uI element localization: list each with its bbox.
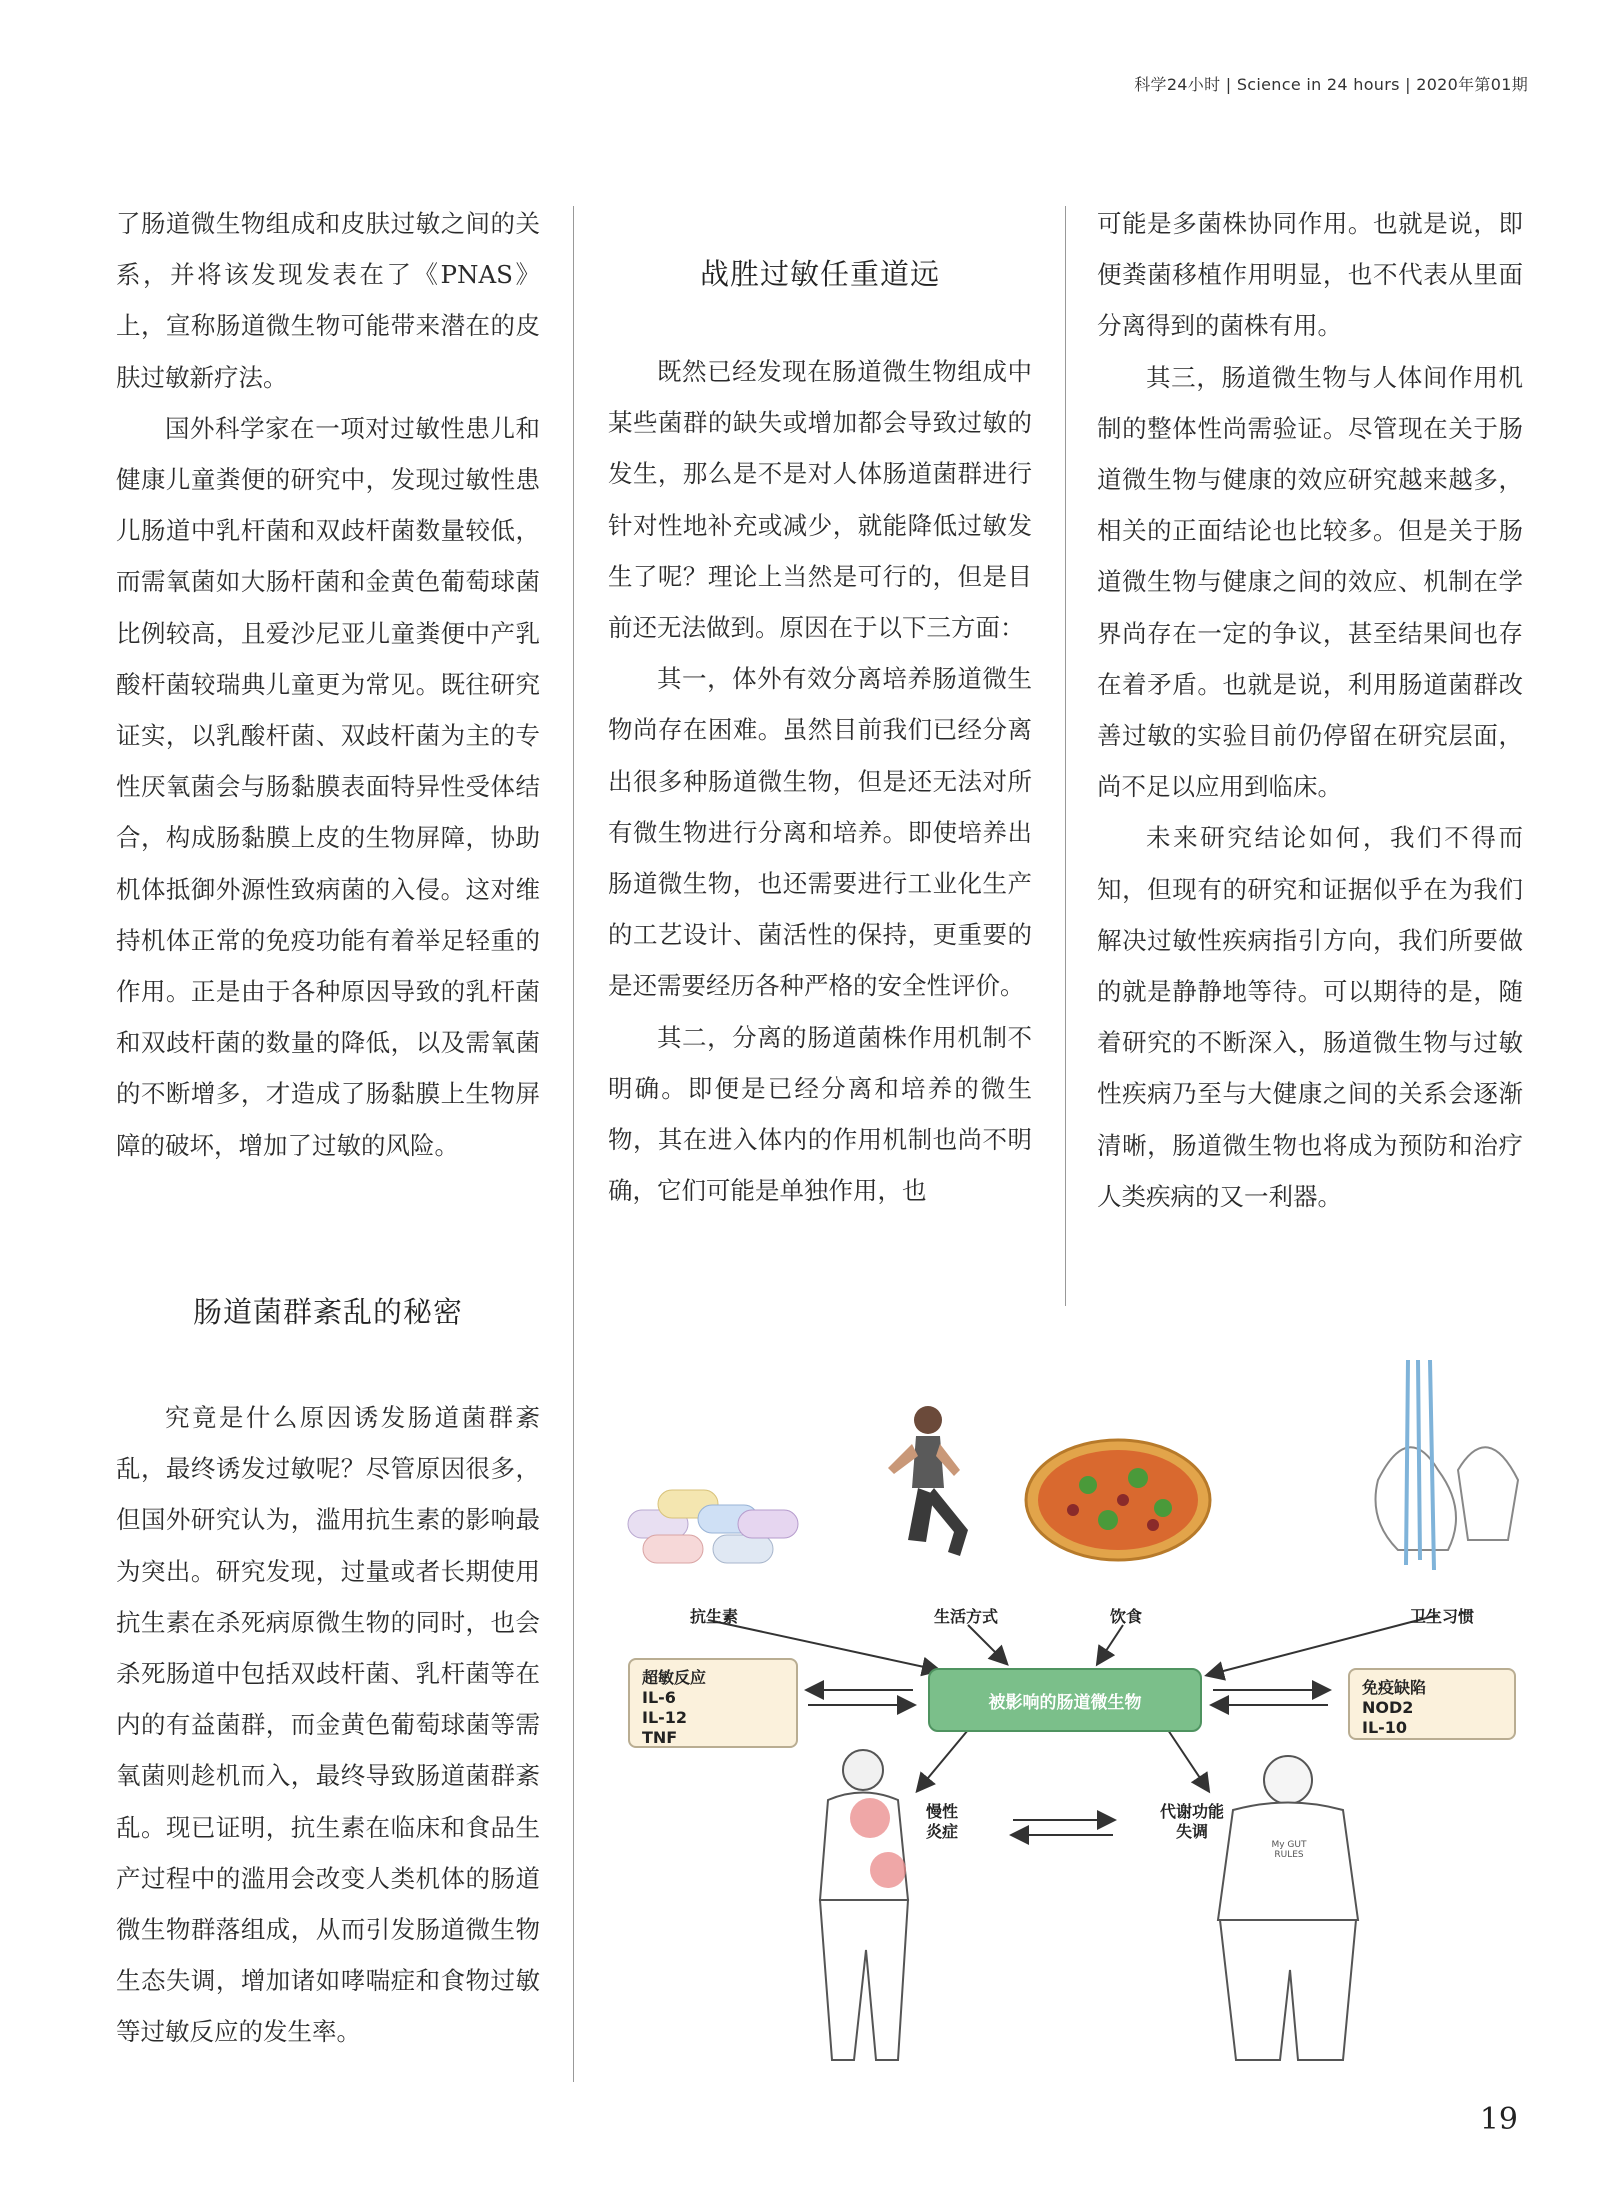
- section-heading-gut-flora: 肠道菌群紊乱的秘密: [192, 1295, 463, 1329]
- shirt-text: My GUT RULES: [1271, 1840, 1307, 1860]
- label-line: 失调: [1176, 1822, 1209, 1841]
- page-number: 19: [1479, 2102, 1518, 2137]
- box-line: IL-12: [642, 1708, 688, 1727]
- label-line: 代谢功能: [1160, 1802, 1225, 1821]
- box-line: IL-10: [1362, 1718, 1408, 1737]
- box-line: IL-6: [642, 1688, 676, 1707]
- paragraph: 国外科学家在一项对过敏性患儿和健康儿童粪便的研究中，发现过敏性患儿肠道中乳杆菌和双歧杆菌数量较低，而需氧菌如大肠杆菌和金黄色葡萄球菌比例较高，且爱沙尼亚儿童粪便中产乳酸杆菌较瑞典儿童更为常见。既往研究证实，以乳酸杆菌、双歧杆菌为主的专性厌氧菌会与肠黏膜表面特异性受体结合，构成肠黏膜上皮的生物屏障，协助机体抵御外源性致病菌的入侵。这对维持机体正常的免疫功能有着举足轻重的作用。正是由于各种原因导致的乳杆菌和双歧杆菌的数量的降低，以及需氧菌的不断增多，才造成了肠黏膜上生物屏障的破坏，增加了过敏的风险。: [116, 413, 540, 1160]
- pizza-icon: [1026, 1440, 1210, 1560]
- gut-microbiome-figure: [608, 1360, 1538, 2080]
- back-pain-person-icon: [820, 1750, 908, 2060]
- column-1: [116, 198, 540, 1171]
- column-divider: [573, 206, 574, 2082]
- paragraph: 其三，肠道微生物与人体间作用机制的整体性尚需验证。尽管现在关于肠道微生物与健康的效应研究越来越多，相关的正面结论也比较多。但是关于肠道微生物与健康之间的效应、机制在学界尚存在一定的争议，甚至结果间也存在着矛盾。也就是说，利用肠道菌群改善过敏的实验目前仍停留在研究层面，尚不足以应用到临床。: [1097, 362, 1523, 802]
- hand-washing-icon: [1376, 1360, 1519, 1570]
- column-1-lower: [116, 1392, 540, 2058]
- column-divider: [1065, 206, 1066, 1306]
- label-lifestyle: 生活方式: [934, 1607, 999, 1626]
- paragraph: 可能是多菌株协同作用。也就是说，即便粪菌移植作用明显，也不代表从里面分离得到的菌株有用。: [1097, 209, 1523, 341]
- immunodeficiency-box: [1348, 1668, 1516, 1740]
- paragraph: 其二，分离的肠道菌株作用机制不明确。即便是已经分离和培养的微生物，其在进入体内的作用机制也尚不明确，它们可能是单独作用，也: [608, 1022, 1032, 1206]
- paragraph: 了肠道微生物组成和皮肤过敏之间的关系，并将该发现发表在了《PNAS》上，宣称肠道微生物可能带来潜在的皮肤过敏新疗法。: [116, 209, 540, 392]
- column-2: [608, 346, 1032, 1216]
- section-heading-overcoming-allergy: 战胜过敏任重道远: [699, 257, 940, 291]
- column-3: [1097, 198, 1523, 1222]
- paragraph: 既然已经发现在肠道微生物组成中某些菌群的缺失或增加都会导致过敏的发生，那么是不是对人体肠道菌群进行针对性地补充或减少，就能降低过敏发生了呢？理论上当然是可行的，但是目前还无法做到。原因在于以下三方面：: [608, 357, 1032, 643]
- affected-microbiota-box: 被影响的肠道微生物: [928, 1668, 1202, 1732]
- label-antibiotics: 抗生素: [690, 1607, 739, 1626]
- overweight-person-icon: [1218, 1756, 1358, 2060]
- label-metabolic-dysfunction: [1160, 1802, 1224, 1842]
- running-header: 科学24小时 | Science in 24 hours | 2020年第01期: [1134, 75, 1528, 94]
- label-diet: 饮食: [1110, 1607, 1143, 1626]
- box-line: NOD2: [1362, 1698, 1414, 1717]
- hypersensitivity-box: [628, 1658, 798, 1748]
- paragraph: 究竟是什么原因诱发肠道菌群紊乱，最终诱发过敏呢？尽管原因很多，但国外研究认为，滥用抗生素的影响最为突出。研究发现，过量或者长期使用抗生素在杀死病原微生物的同时，也会杀死肠道中包括双歧杆菌、乳杆菌等在内的有益菌群，而金黄色葡萄球菌等需氧菌则趁机而入，最终导致肠道菌群紊乱。现已证明，抗生素在临床和食品生产过程中的滥用会改变人类机体的肠道微生物群落组成，从而引发肠道微生物生态失调，增加诸如哮喘症和食物过敏等过敏反应的发生率。: [116, 1403, 540, 2047]
- box-line: TNF: [642, 1728, 678, 1747]
- box-line: 免疫缺陷: [1362, 1678, 1427, 1697]
- box-line: 超敏反应: [642, 1668, 707, 1687]
- pills-icon: [628, 1490, 798, 1563]
- runner-icon: [888, 1406, 968, 1556]
- paragraph: 未来研究结论如何，我们不得而知，但现有的研究和证据似乎在为我们解决过敏性疾病指引方向，我们所要做的就是静静地等待。可以期待的是，随着研究的不断深入，肠道微生物与过敏性疾病乃至与大健康之间的关系会逐渐清晰，肠道微生物也将成为预防和治疗人类疾病的又一利器。: [1097, 823, 1523, 1211]
- label-line: 炎症: [926, 1822, 959, 1841]
- paragraph: 其一，体外有效分离培养肠道微生物尚存在困难。虽然目前我们已经分离出很多种肠道微生物，但是还无法对所有微生物进行分离和培养。即使培养出肠道微生物，也还需要进行工业化生产的工艺设计、菌活性的保持，更重要的是还需要经历各种严格的安全性评价。: [608, 664, 1032, 1001]
- label-line: 慢性: [926, 1802, 959, 1821]
- label-chronic-inflammation: [926, 1802, 958, 1842]
- label-hygiene: 卫生习惯: [1410, 1607, 1475, 1626]
